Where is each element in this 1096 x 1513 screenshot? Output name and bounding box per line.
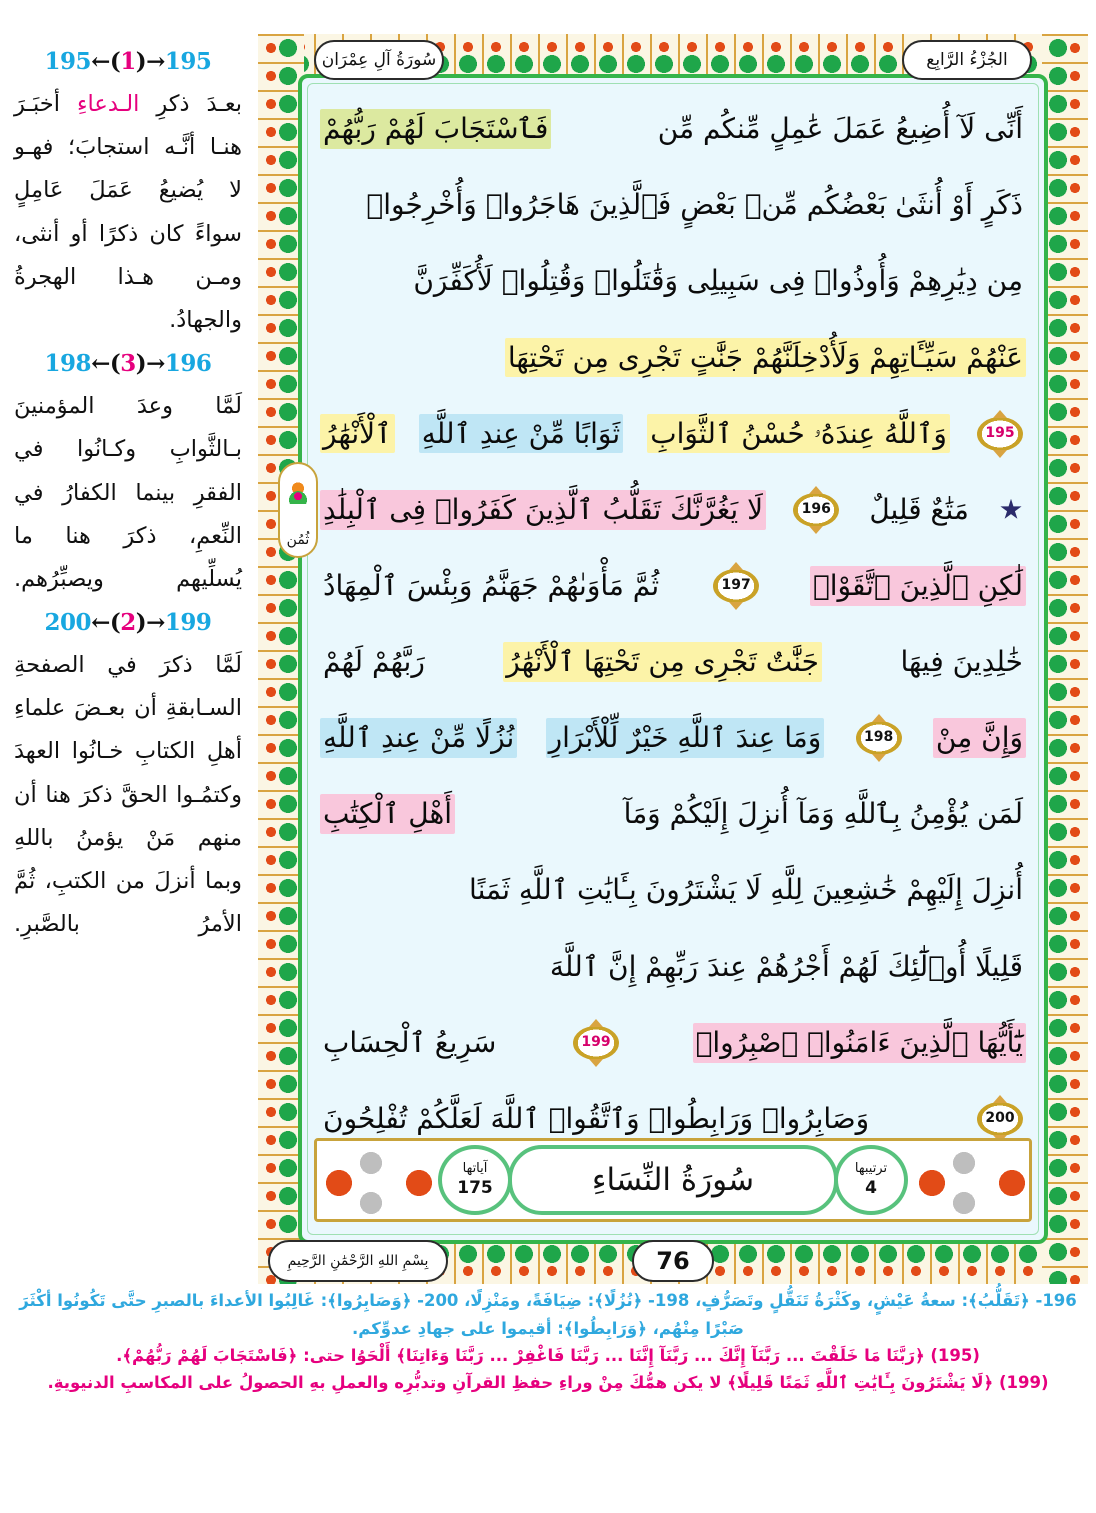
ayah-segment-highlighted: جَنَّٰتٌ تَجْرِى مِن تَحْتِهَا ٱلْأَنْهَٰرُ	[503, 642, 822, 682]
ayah-line	[320, 707, 1026, 769]
thumun-juz-marker	[278, 462, 318, 558]
ayah-line	[320, 403, 1026, 465]
ayah-line	[320, 98, 1026, 160]
footnotes-area	[18, 1288, 1078, 1397]
ayah-segment-highlighted: يَٰٓأَيُّهَا ٱلَّذِينَ ءَامَنُوا۟ ٱصْبِرُوا۟	[693, 1023, 1026, 1063]
basmala-cartouche: بِسْمِ اللهِ الرَّحْمَٰنِ الرَّحِيمِ	[268, 1240, 448, 1282]
ayah-segment: رَبَّهُمْ لَهُمْ	[323, 645, 425, 679]
ayah-marker-198: 198	[856, 721, 902, 755]
ayah-segment-highlighted: وَٱللَّهُ عِندَهُۥ حُسْنُ ٱلثَّوَابِ	[647, 414, 950, 454]
ayah-line	[320, 783, 1026, 845]
commentary-highlight-1: الـدعاءِ	[76, 91, 140, 117]
ayah-line	[320, 859, 1026, 921]
index-paren-open-3: (	[109, 609, 121, 637]
glossary-footnote-line-1: 196- ﴿تَقَلُّبُ﴾: سعةُ عَيْشٍ، وكَثْرَةُ تَنَقُّلٍ وتَصَرُّفٍ، 198- ﴿نُزُلًا﴾: ضِيَافَةً، ومَنْزِلًا، 200- ﴿وَصَابِرُوا﴾: غَالِبُوا الأعداءَ بالصبرِ حتَّى تَكُونُوا أكْثَرَ	[19, 1291, 1077, 1310]
ayat-count-value: 175	[457, 1177, 493, 1198]
ayah-segment: لَمَن يُؤْمِنُ بِٱللَّهِ وَمَآ أُنزِلَ إِلَيْكُمْ وَمَآ	[623, 797, 1023, 831]
ayah-segment: قَلِيلًا أُو۟لَٰٓئِكَ لَهُمْ أَجْرُهُمْ عِندَ رَبِّهِمْ إِنَّ ٱللَّهَ	[549, 949, 1023, 983]
verse-range-left-2: 198	[44, 350, 92, 378]
sajda-star-icon	[1000, 499, 1022, 521]
surah-order-badge	[834, 1145, 908, 1215]
commentary-text-1-after: أخبَـرَ هنـا أنَّـه استجابَ؛ فهـو لا يُضيعُ عَمَلَ عَامِلٍ سواءً كان ذكرًا أو أنثى، ومـن هـذا الهجرةُ والجهادُ.	[14, 91, 242, 333]
ayah-marker-197: 197	[713, 569, 759, 603]
verse-range-left-1: 195	[44, 48, 92, 75]
ayah-segment: خَٰلِدِينَ فِيهَا	[900, 645, 1023, 679]
verse-range-right-3: 199	[164, 609, 212, 637]
commentary-index-1: 1	[120, 48, 136, 75]
arrow-right-2: →	[146, 350, 165, 378]
commentary-block-3	[14, 611, 242, 946]
commentary-header-3	[14, 609, 242, 637]
commentary-text-1-before: بعـدَ ذكرِ	[139, 91, 243, 117]
ayah-segment-highlighted: لَٰكِنِ ٱلَّذِينَ ٱتَّقَوْا۟	[810, 566, 1026, 606]
ayah-line	[320, 1012, 1026, 1074]
arrow-left-2: ←	[91, 350, 110, 378]
ayah-segment-highlighted: نُزُلًا مِّنْ عِندِ ٱللَّهِ	[320, 718, 517, 758]
commentary-index-2: 3	[120, 350, 136, 378]
banner-right-ornament	[910, 1141, 1029, 1219]
ayah-segment-highlighted: ثَوَابًا مِّنْ عِندِ ٱللَّهِ	[419, 414, 623, 454]
page-number: 76	[632, 1240, 714, 1282]
ayat-count-label: آياتها	[462, 1161, 488, 1177]
arrow-right-1: →	[146, 48, 165, 75]
ayah-segment: ثُمَّ مَأْوَىٰهُمْ جَهَنَّمُ وَبِئْسَ ٱلْمِهَادُ	[323, 568, 660, 602]
commentary-block-1	[14, 50, 242, 342]
surah-name-cartouche: سُورَةُ آلِ عِمْرَان	[314, 40, 444, 80]
ayah-line	[320, 555, 1026, 617]
ayah-segment: أُنزِلَ إِلَيْهِمْ خَٰشِعِينَ لِلَّهِ لَا يَشْتَرُونَ بِـَٔايَٰتِ ٱللَّهِ ثَمَنًا	[469, 873, 1023, 907]
arrow-left-1: ←	[91, 48, 110, 75]
ayah-line	[320, 250, 1026, 312]
ayah-segment-highlighted: أَهْلِ ٱلْكِتَٰبِ	[320, 794, 455, 834]
lotus-ornament-icon	[287, 478, 309, 504]
ayah-segment: ذَكَرٍ أَوْ أُنثَىٰ بَعْضُكُم مِّنۢ بَعْضٍ فَٱلَّذِينَ هَاجَرُوا۟ وَأُخْرِجُوا۟	[366, 188, 1023, 222]
ayah-segment-highlighted: وَإِنَّ مِنْ	[933, 718, 1026, 758]
glossary-footnote-line-2: صَبْرًا مِنْهُم، ﴿وَرَابِطُوا﴾: أقيموا على جهادِ عدوِّكم.	[352, 1318, 744, 1338]
commentary-header-1	[14, 50, 242, 73]
index-paren-close-3: )	[135, 609, 147, 637]
commentary-text-2: لَمَّا وعدَ المؤمنينَ بـالثَّوابِ وكـانُوا في الفقرِ بينما الكفارُ في النِّعمِ، ذكرَ هنا ما يُسلِّيهم ويصبِّرُهم.	[14, 393, 242, 592]
ayah-line	[320, 479, 1026, 541]
order-value: 4	[865, 1177, 877, 1198]
ayah-segment-highlighted: عَنْهُمْ سَيِّـَٔاتِهِمْ وَلَأُدْخِلَنَّهُمْ جَنَّٰتٍ تَجْرِى مِن تَحْتِهَا	[505, 338, 1026, 378]
arrow-right-3: →	[146, 609, 165, 637]
quran-text-area	[286, 90, 1034, 1150]
ayah-segment-highlighted: لَا يَغُرَّنَّكَ تَقَلُّبُ ٱلَّذِينَ كَفَرُوا۟ فِى ٱلْبِلَٰدِ	[320, 490, 766, 530]
ayah-segment-highlighted: فَٱسْتَجَابَ لَهُمْ رَبُّهُمْ	[320, 109, 551, 149]
commentary-block-2	[14, 352, 242, 601]
border-right-ornament	[1042, 34, 1088, 1284]
ayah-segment: مَتَٰعٌ قَلِيلٌ	[869, 492, 969, 526]
ayah-segment: مِن دِيَٰرِهِمْ وَأُوذُوا۟ فِى سَبِيلِى وَقَٰتَلُوا۟ وَقُتِلُوا۟ لَأُكَفِّرَنَّ	[413, 264, 1023, 298]
ayah-marker-195: 195	[977, 417, 1023, 451]
verse-range-left-3: 200	[44, 609, 92, 637]
commentary-index-3: 2	[120, 609, 136, 637]
juz-name-cartouche: الجُزْءُ الرَّابِع	[902, 40, 1032, 80]
arrow-left-3: ←	[91, 609, 110, 637]
ayah-segment-highlighted: وَمَا عِندَ ٱللَّهِ خَيْرٌ لِّلْأَبْرَارِ	[546, 718, 825, 758]
commentary-header-2	[14, 350, 242, 378]
commentary-text-1	[14, 83, 242, 342]
verse-range-right-2: 196	[164, 350, 212, 378]
surah-title-banner	[314, 1138, 1032, 1222]
ayah-segment: سَرِيعُ ٱلْحِسَابِ	[323, 1025, 497, 1059]
ayah-marker-199: 199	[573, 1026, 619, 1060]
ayah-marker-200: 200	[977, 1102, 1023, 1136]
banner-left-ornament	[317, 1141, 436, 1219]
ayah-segment: أَنِّى لَآ أُضِيعُ عَمَلَ عَٰمِلٍ مِّنكُم مِّن	[657, 112, 1023, 146]
commentary-text-3: لَمَّا ذكرَ في الصفحةِ السـابقةِ أن بعـضَ علماءِ أهلِ الكتابِ خـانُوا العهدَ وكتمُـوا الحقَّ ذكرَ هنا أن منهم مَنْ يؤمنُ باللهِ وبما أنزلَ من الكتبِ، ثُمَّ الأمرُ بالصَّبرِ.	[14, 652, 242, 938]
ayah-marker-196: 196	[793, 493, 839, 527]
verse-range-right-1: 195	[164, 48, 212, 75]
mushaf-page-frame	[258, 34, 1088, 1284]
index-paren-close-2: )	[135, 350, 147, 378]
index-paren-open-2: (	[109, 350, 121, 378]
ayah-segment-highlighted: ٱلْأَنْهَٰرُ	[320, 414, 395, 454]
index-paren-open-1: (	[109, 48, 121, 75]
order-label: ترتيبها	[854, 1161, 888, 1177]
ayah-line	[320, 631, 1026, 693]
index-paren-close-1: )	[135, 48, 147, 75]
guidance-footnote-line-1: (195) ﴿رَبَّنَا مَا خَلَقْتَ ... رَبَّنَآ إِنَّكَ ... رَبَّنَآ إِنَّنَا ... رَبَّنَا فَاغْفِرْ ... رَبَّنَا وَءَاتِنَا﴾ أَلْحَوُا حتى: ﴿فَاسْتَجَابَ لَهُمْ رَبُّهُمْ﴾.	[116, 1346, 980, 1366]
ayah-line	[320, 174, 1026, 236]
commentary-sidebar	[0, 40, 258, 1285]
ayah-line	[320, 936, 1026, 998]
surah-title-text: سُورَةُ النِّسَاءِ	[508, 1145, 838, 1215]
ayah-segment: وَصَابِرُوا۟ وَرَابِطُوا۟ وَٱتَّقُوا۟ ٱللَّهَ لَعَلَّكُمْ تُفْلِحُونَ	[323, 1101, 870, 1135]
thumun-label: ثُمُن	[286, 532, 310, 548]
ayah-line	[320, 326, 1026, 388]
guidance-footnote-line-2: (199) ﴿لَا يَشْتَرُونَ بِـَٔايَٰتِ ٱللَّهِ ثَمَنًا قَلِيلًا﴾ لا يكن همُّكَ مِنْ وراءِ حفظِ القرآنِ وتدبُّرِه والعملِ بهِ الحصولُ على المكاسبِ الدنيويةِ.	[47, 1372, 1049, 1392]
surah-ayah-count-badge	[438, 1145, 512, 1215]
